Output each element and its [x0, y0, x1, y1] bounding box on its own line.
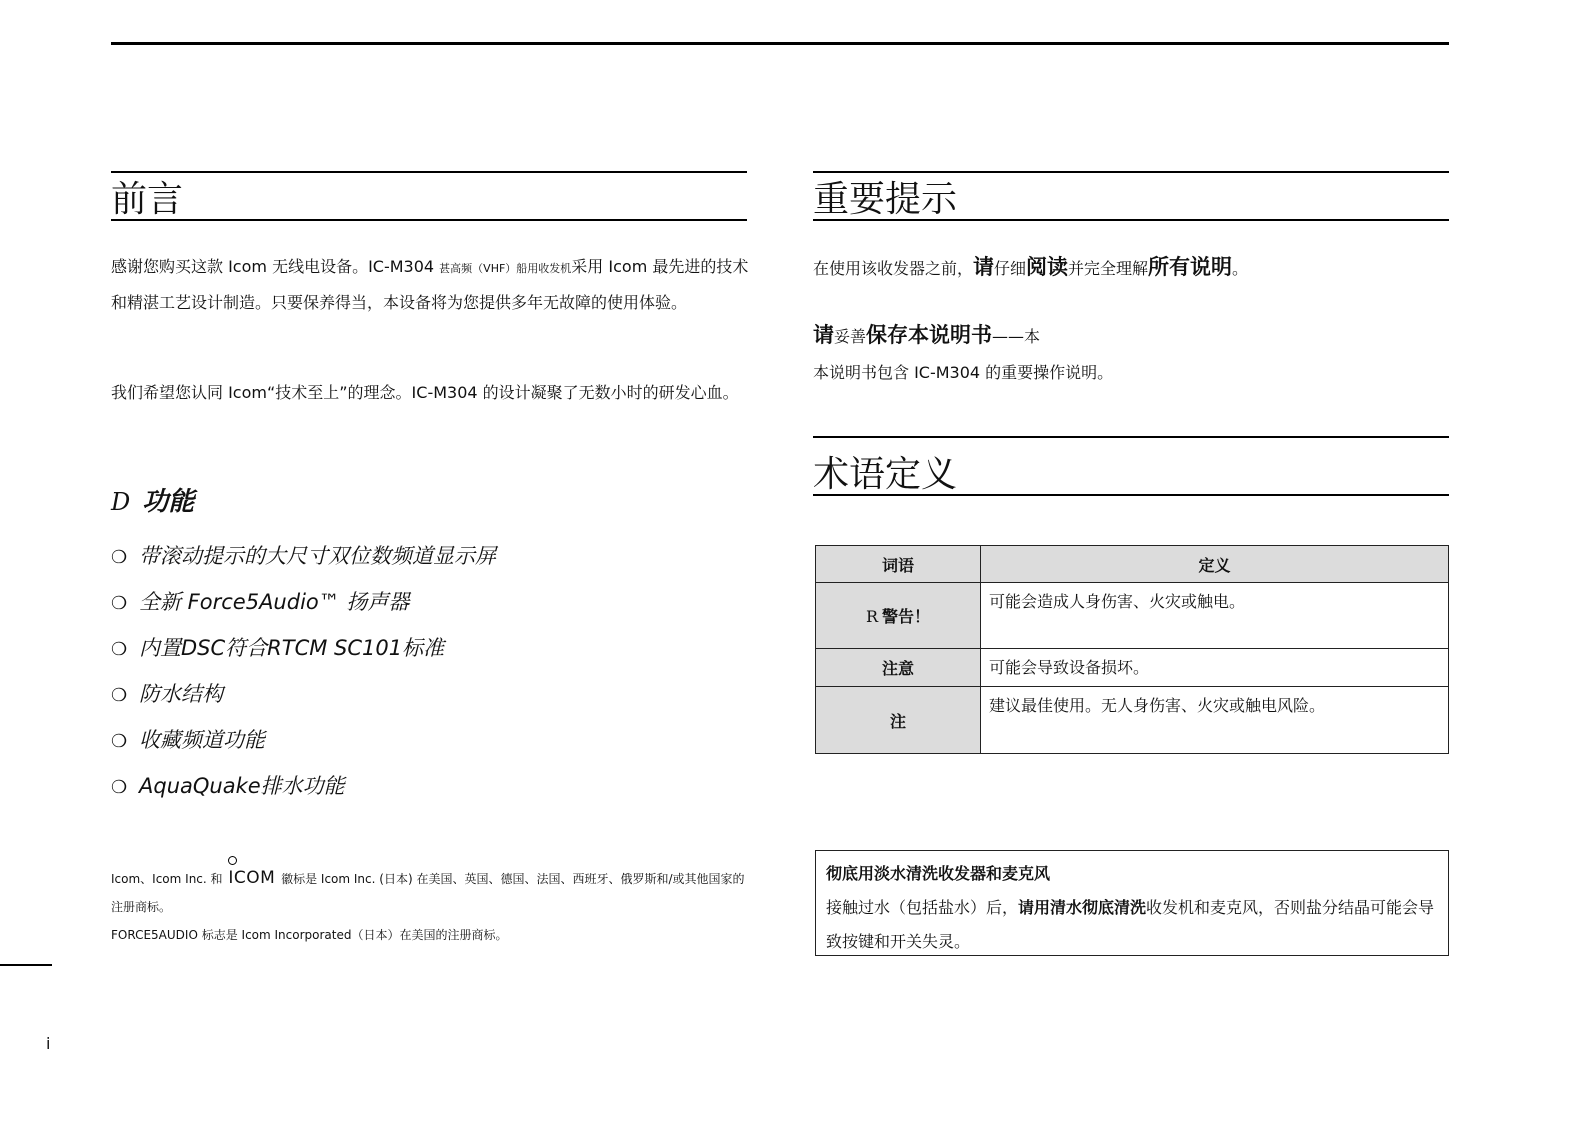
feature-text: AquaQuake排水功能: [139, 774, 345, 798]
important-rule-top: [813, 171, 1449, 173]
keep-text-bold: 保存本说明书: [866, 323, 993, 347]
important-text-bold: 阅读: [1026, 255, 1069, 279]
bullet-circle-icon: ❍: [111, 731, 128, 752]
important-title: 重要提示: [813, 179, 958, 220]
preface-paragraph-1: [111, 250, 751, 320]
feature-text: 带滚动提示的大尺寸双位数频道显示屏: [139, 544, 496, 568]
feature-item: [111, 538, 496, 584]
preface-p1-c: 采用 Icom 最先进的技术和精湛工艺设计制造。只要保养得当，本设备将为您提供多年无故障的使用体验。: [111, 257, 749, 312]
note-text: 收发机和麦克风，否则盐分结晶可能会导致按键和开关失灵。: [826, 898, 1435, 951]
page-number: i: [46, 1034, 51, 1053]
note-body: [826, 891, 1438, 959]
keep-text: ——本: [992, 327, 1041, 346]
warning-icon: R: [865, 607, 879, 626]
terms-table: [815, 545, 1449, 754]
keep-manual-line: [813, 318, 1453, 354]
col-definition-header: 定义: [981, 546, 1449, 583]
feature-item: [111, 676, 496, 722]
feature-text: 防水结构: [139, 682, 223, 706]
important-text-bold: 所有说明: [1148, 255, 1233, 279]
term-cell: 注意: [816, 649, 981, 687]
preface-title: 前言: [111, 179, 184, 220]
icom-logo-text: ICOM: [228, 868, 276, 888]
bullet-circle-icon: ❍: [111, 639, 128, 660]
preface-p1-b: 甚高频（VHF）船用收发机: [439, 262, 572, 275]
important-text: 仔细: [994, 259, 1027, 278]
table-row: [816, 687, 1449, 754]
feature-text: 内置DSC符合RTCM SC101标准: [139, 636, 445, 660]
feature-item: [111, 584, 496, 630]
term-text: 警告！: [882, 607, 931, 626]
legal-text: 徽标是 Icom Inc. (日本) 在美国、英国、德国、法国、西班牙、俄罗斯和/或其他国家的注册商标。: [111, 872, 745, 914]
feature-text: 收藏频道功能: [139, 728, 265, 752]
top-rule: [111, 42, 1449, 45]
table-row: [816, 649, 1449, 687]
note-text: 接触过水（包括盐水）后，: [826, 898, 1019, 917]
icom-logo: [228, 864, 275, 892]
feature-item: [111, 768, 496, 814]
keep-text: 妥善: [834, 327, 867, 346]
bullet-circle-icon: ❍: [111, 547, 128, 568]
features-marker: D: [111, 488, 131, 516]
bullet-circle-icon: ❍: [111, 777, 128, 798]
definition-cell: 可能会导致设备损坏。: [981, 649, 1449, 687]
bullet-circle-icon: ❍: [111, 593, 128, 614]
bullet-circle-icon: ❍: [111, 685, 128, 706]
features-list: [111, 538, 496, 814]
terms-rule-top: [813, 436, 1449, 438]
logo-ring-icon: [228, 856, 237, 865]
features-heading: [111, 481, 194, 518]
features-title: 功能: [142, 487, 195, 517]
preface-rule-bottom: [111, 219, 747, 221]
keep-manual-sub: 本说明书包含 IC-M304 的重要操作说明。: [813, 363, 1114, 382]
feature-text: 全新 Force5Audio™ 扬声器: [139, 590, 410, 614]
important-line: [813, 250, 1453, 286]
legal-trademark-1: [111, 864, 751, 921]
preface-paragraph-2: 我们希望您认同 Icom“技术至上”的理念。IC-M304 的设计凝聚了无数小时的研发心血。: [111, 383, 739, 402]
legal-trademark-2: FORCE5AUDIO 标志是 Icom Incorporated（日本）在美国的注册商标。: [111, 928, 508, 942]
feature-item: [111, 722, 496, 768]
important-text: 并完全理解: [1068, 259, 1149, 278]
term-cell: [816, 583, 981, 649]
feature-item: [111, 630, 496, 676]
important-text: 。: [1232, 259, 1249, 278]
definition-cell: 可能会造成人身伤害、火灾或触电。: [981, 583, 1449, 649]
legal-notice: [111, 864, 751, 949]
definition-cell: 建议最佳使用。无人身伤害、火灾或触电风险。: [981, 687, 1449, 754]
term-cell: 注: [816, 687, 981, 754]
table-header-row: [816, 546, 1449, 583]
terms-title: 术语定义: [813, 454, 958, 495]
margin-tick: [0, 964, 52, 966]
preface-p1-a: 感谢您购买这款 Icom 无线电设备。IC-M304: [111, 257, 440, 276]
important-text-bold: 请: [973, 255, 995, 279]
preface-rule-top: [111, 171, 747, 173]
legal-text: Icom、Icom Inc. 和: [111, 872, 227, 886]
note-title: 彻底用淡水清洗收发器和麦克风: [826, 864, 1051, 883]
important-text: 在使用该收发器之前，: [813, 259, 974, 278]
keep-text-bold: 请: [813, 323, 834, 347]
table-row: [816, 583, 1449, 649]
rinse-note-box: [815, 850, 1449, 956]
col-term-header: 词语: [816, 546, 981, 583]
note-text-bold: 请用清水彻底清洗: [1018, 898, 1147, 917]
